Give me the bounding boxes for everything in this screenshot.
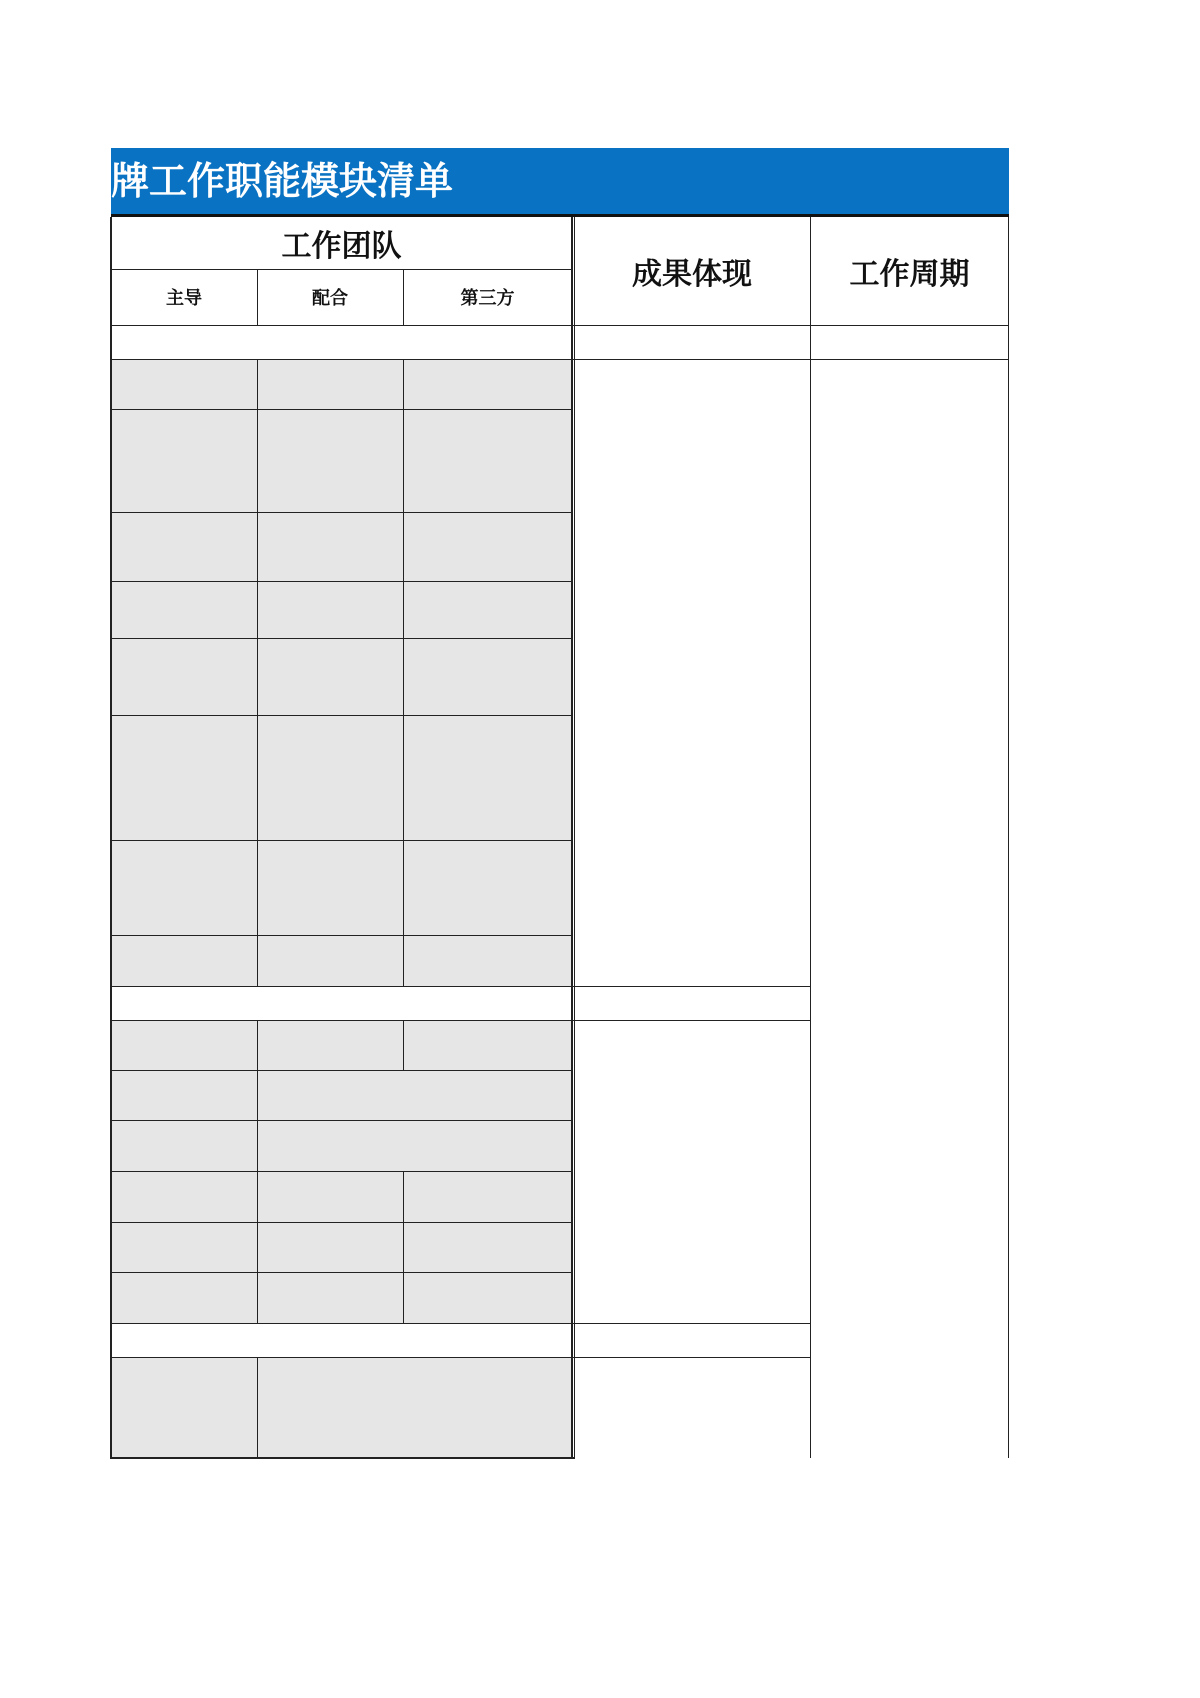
result-cell-2: [574, 1020, 810, 1323]
grid-line: [1008, 217, 1009, 1458]
grid-line: [111, 935, 572, 936]
section-row-3: [111, 1323, 572, 1357]
grid-line: [110, 1457, 575, 1459]
grid-line: [111, 1323, 810, 1324]
section-row-2: [111, 986, 572, 1020]
grid-line: [810, 217, 811, 1458]
grid-line: [403, 359, 404, 986]
grid-line: [111, 1222, 572, 1223]
table-block-1: [111, 359, 572, 986]
grid-line: [111, 1272, 572, 1273]
grid-line: [111, 1171, 572, 1172]
section-result-3: [574, 1323, 810, 1357]
cycle-cell: [810, 359, 1009, 1458]
grid-line: [574, 217, 575, 1459]
section-row-1: [111, 325, 572, 359]
grid-line: [257, 1020, 258, 1323]
grid-line: [111, 840, 572, 841]
grid-line: [111, 986, 810, 987]
grid-line: [111, 269, 572, 270]
grid-line: [111, 325, 1009, 326]
header-assist: 配合: [312, 288, 348, 309]
result-cell-1: [574, 359, 810, 986]
grid-line: [111, 715, 572, 716]
section-cycle-1: [810, 325, 1009, 359]
header-third-party: 第三方: [460, 288, 515, 309]
header-team: 工作团队: [281, 229, 402, 264]
grid-line: [111, 638, 572, 639]
grid-line: [403, 269, 404, 325]
table-block-3: [111, 1357, 572, 1458]
header-result: 成果体现: [632, 257, 752, 292]
grid-line: [111, 1070, 572, 1071]
header-cycle: 工作周期: [849, 257, 970, 292]
sheet-title: 牌工作职能模块清单: [111, 159, 454, 203]
grid-line: [257, 269, 258, 325]
grid-line: [111, 512, 572, 513]
grid-line: [257, 359, 258, 986]
section-result-2: [574, 986, 810, 1020]
grid-line: [111, 409, 572, 410]
grid-line: [257, 1357, 258, 1458]
grid-line: [403, 1020, 404, 1070]
grid-line: [111, 359, 1009, 360]
grid-line: [111, 1357, 810, 1358]
section-result-1: [574, 325, 810, 359]
result-cell-3: [574, 1357, 810, 1458]
title-banner: [111, 148, 1009, 214]
grid-line: [111, 1020, 810, 1021]
grid-line: [111, 1120, 572, 1121]
grid-line: [111, 581, 572, 582]
grid-line: [403, 1171, 404, 1323]
header-lead: 主导: [166, 288, 202, 309]
